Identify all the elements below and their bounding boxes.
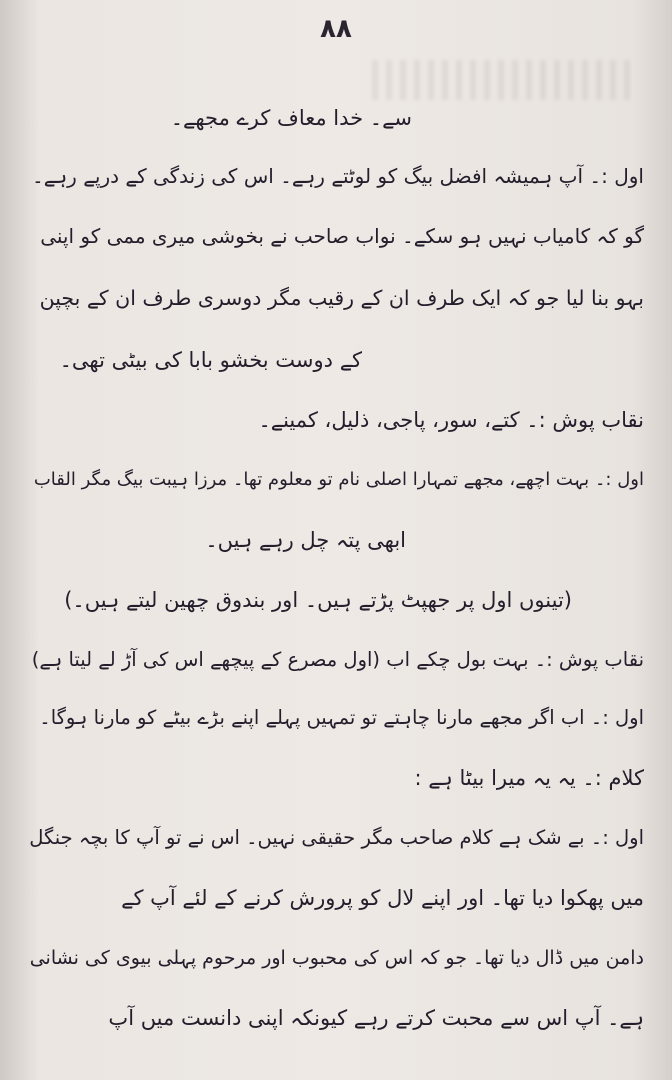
text-line-3: گو کہ کامیاب نہیں ہو سکے۔ نواب صاحب نے بخوشی میری ممی کو اپنی: [40, 224, 644, 248]
page-number: ۸۸: [320, 14, 352, 44]
text-line-12: کلام :۔ یہ یہ میرا بیٹا ہے :: [414, 766, 644, 790]
text-line-11: اول :۔ اب اگر مجھے مارنا چاہتے تو تمہیں پہلے اپنے بڑے بیٹے کو مارنا ہوگا۔: [39, 706, 644, 729]
text-line-14: میں پھکوا دیا تھا۔ اور اپنے لال کو پرورش کرنے کے لئے آپ کے: [121, 886, 644, 910]
text-line-7: اول :۔ بہت اچھے، مجھے تمہارا اصلی نام تو معلوم تھا۔ مرزا ہیبت بیگ مگر القاب: [33, 469, 644, 490]
text-line-2: اول :۔ آپ ہمیشہ افضل بیگ کو لوٹتے رہے۔ اس کی زندگی کے درپے رہے۔: [32, 164, 644, 188]
text-line-16: ہے۔ آپ اس سے محبت کرتے رہے کیونکہ اپنی دانست میں آپ: [108, 1006, 644, 1030]
text-line-8: ابھی پتہ چل رہے ہیں۔: [205, 528, 406, 552]
show-through-text: [372, 60, 632, 100]
text-line-1: سے۔ خدا معاف کرے مجھے۔: [170, 106, 412, 130]
text-line-5: کے دوست بخشو بابا کی بیٹی تھی۔: [59, 348, 362, 372]
text-line-13: اول :۔ بے شک ہے کلام صاحب مگر حقیقی نہیں۔ اس نے تو آپ کا بچہ جنگل: [29, 826, 644, 849]
text-line-15: دامن میں ڈال دیا تھا۔ جو کہ اس کی محبوب اور مرحوم پہلی بیوی کی نشانی: [29, 947, 644, 969]
text-line-4: بہو بنا لیا جو کہ ایک طرف ان کے رقیب مگر دوسری طرف ان کے بچپن: [39, 286, 644, 310]
text-line-10: نقاب پوش :۔ بہت بول چکے اب (اول مصرع کے پیچھے اس کی آڑ لے لیتا ہے): [31, 648, 644, 671]
text-line-9: (تینوں اول پر جھپٹ پڑتے ہیں۔ اور بندوق چھین لیتے ہیں۔): [64, 588, 572, 612]
text-line-6: نقاب پوش :۔ کتے، سور، پاجی، ذلیل، کمینے۔: [258, 408, 644, 432]
